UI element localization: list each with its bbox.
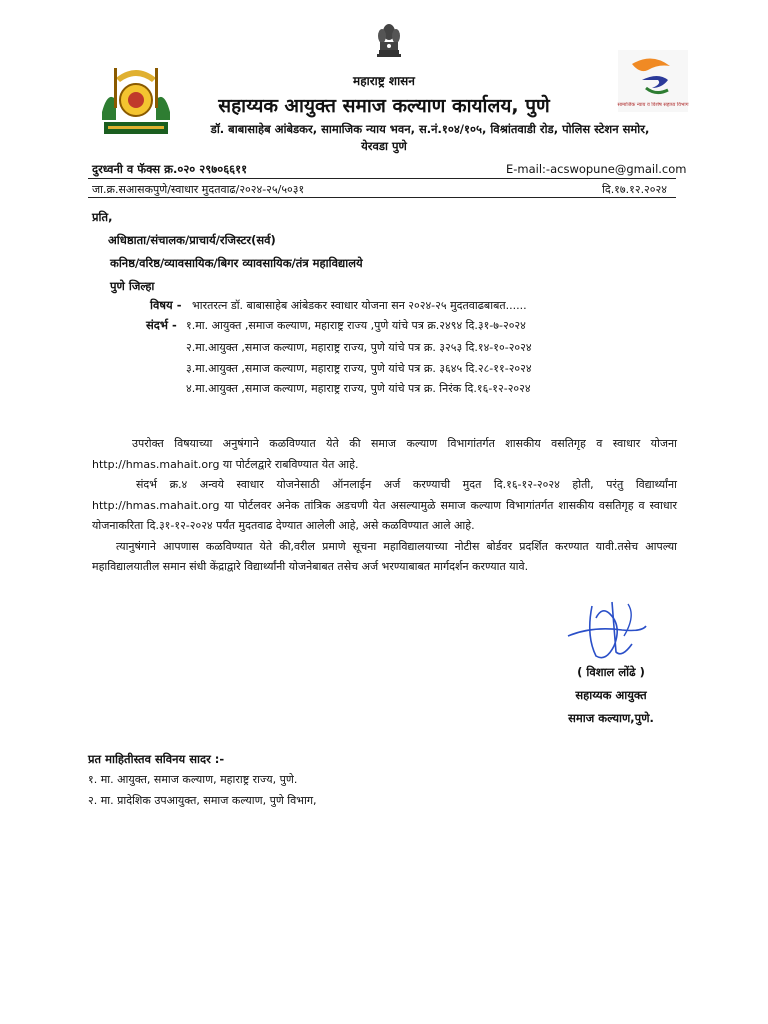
recipient-line-3: पुणे जिल्हा [110, 279, 155, 293]
address-line-2: येरवडा पुणे [361, 139, 407, 153]
office-name: सहाय्यक आयुक्त समाज कल्याण कार्यालय, पुणे [218, 95, 550, 117]
letter-date: दि.१७.१२.२०२४ [602, 183, 667, 196]
body-paragraph-3: त्यानुषंगाने आपणास कळविण्यात येते की,वरील प्रमाणे सूचना महाविद्यालयाच्या नोटीस बोर्डवर प्रदर्शित करण्यात यावी.तसेच आपल्या महाविद्यालयातील समान संधी केंद्राद्वारे विद्यार्थ्यांनी योजनेबाबत तसेच अर्ज भरण्याबाबत मार्गदर्शन करण्यात यावे. [92, 539, 677, 573]
signatory-office: समाज कल्याण,पुणे. [568, 711, 654, 725]
government-name: महाराष्ट्र शासन [353, 74, 415, 88]
body-paragraph-2: संदर्भ क्र.४ अन्वये स्वाधार योजनेसाठी ऑनलाईन अर्ज करण्याची मुदत दि.१६-१२-२०२४ होती, परंतु विद्यार्थ्यांना http://hmas.mahait.org या पोर्टलवर अनेक तांत्रिक अडचणी येत असल्यामुळे समाज कल्याण विभागांतर्गत शासकीय वसतिगृह व स्वाधार योजनाकरिता दि.३१-१२-२०२४ पर्यंत मुदतवाढ देण्यात आलेली आहे, असे कळविण्यात आले आहे. [92, 478, 677, 532]
body-paragraph-1: उपरोक्त विषयाच्या अनुषंगाने कळविण्यात येते की समाज कल्याण विभागांतर्गत शासकीय वसतिगृह व स्वाधार योजना http://hmas.mahait.org या पोर्टलद्वारे राबविण्यात येत आहे. [92, 437, 677, 471]
reference-item: ३.मा.आयुक्त ,समाज कल्याण, महाराष्ट्र राज्य, पुणे यांचे पत्र क्र. ३६४५ दि.२८-११-२०२४ [186, 362, 532, 375]
letter-body [92, 434, 677, 578]
copy-item: २. मा. प्रादेशिक उपआयुक्त, समाज कल्याण, पुणे विभाग, [88, 794, 317, 807]
signatory-designation: सहाय्यक आयुक्त [575, 688, 647, 702]
reference-item: १.मा. आयुक्त ,समाज कल्याण, महाराष्ट्र राज्य ,पुणे यांचे पत्र क्र.२४९४ दि.३१-७-२०२४ [186, 319, 526, 332]
subject-label: विषय - [150, 298, 182, 312]
copy-item: १. मा. आयुक्त, समाज कल्याण, महाराष्ट्र राज्य, पुणे. [88, 773, 298, 786]
references-label: संदर्भ - [146, 318, 177, 332]
reference-number: जा.क्र.सआसकपुणे/स्वाधार मुदतवाढ/२०२४-२५/५०३१ [92, 183, 305, 196]
header-divider-bottom [88, 197, 676, 198]
reference-item: २.मा.आयुक्त ,समाज कल्याण, महाराष्ट्र राज्य, पुणे यांचे पत्र क्र. ३२५३ दि.१४-१०-२०२४ [186, 341, 532, 354]
copy-heading: प्रत माहितीस्तव सविनय सादर :- [88, 752, 225, 766]
national-emblem-icon [374, 20, 404, 58]
header-divider-top [88, 178, 676, 179]
signatory-name: ( विशाल लोंढे ) [577, 665, 645, 679]
phone-fax: दुरध्वनी व फॅक्स क्र.०२० २९७०६६११ [92, 162, 248, 176]
reference-item: ४.मा.आयुक्त ,समाज कल्याण, महाराष्ट्र राज्य, पुणे यांचे पत्र क्र. निरंक दि.१६-१२-२०२४ [186, 382, 531, 395]
recipient-to: प्रति, [92, 210, 113, 224]
email-address: E-mail:-acswopune@gmail.com [506, 162, 687, 176]
signature-mark [562, 596, 652, 668]
right-logo-caption: सामाजिक न्याय व विशेष सहाय्य विभाग [617, 102, 689, 108]
address-line-1: डॉ. बाबासाहेब आंबेडकर, सामाजिक न्याय भवन, स.नं.१०४/१०५, विश्रांतवाडी रोड, पोलिस स्टेशन समोर, [210, 122, 650, 136]
recipient-line-1: अधिष्ठाता/संचालक/प्राचार्य/रजिस्टर(सर्व) [108, 233, 276, 247]
subject-text: भारतरत्न डॉ. बाबासाहेब आंबेडकर स्वाधार योजना सन २०२४-२५ मुदतवाढबाबत...... [192, 299, 527, 312]
recipient-line-2: कनिष्ठ/वरिष्ठ/व्यावसायिक/बिगर व्यावसायिक/तंत्र महाविद्यालये [110, 256, 363, 270]
